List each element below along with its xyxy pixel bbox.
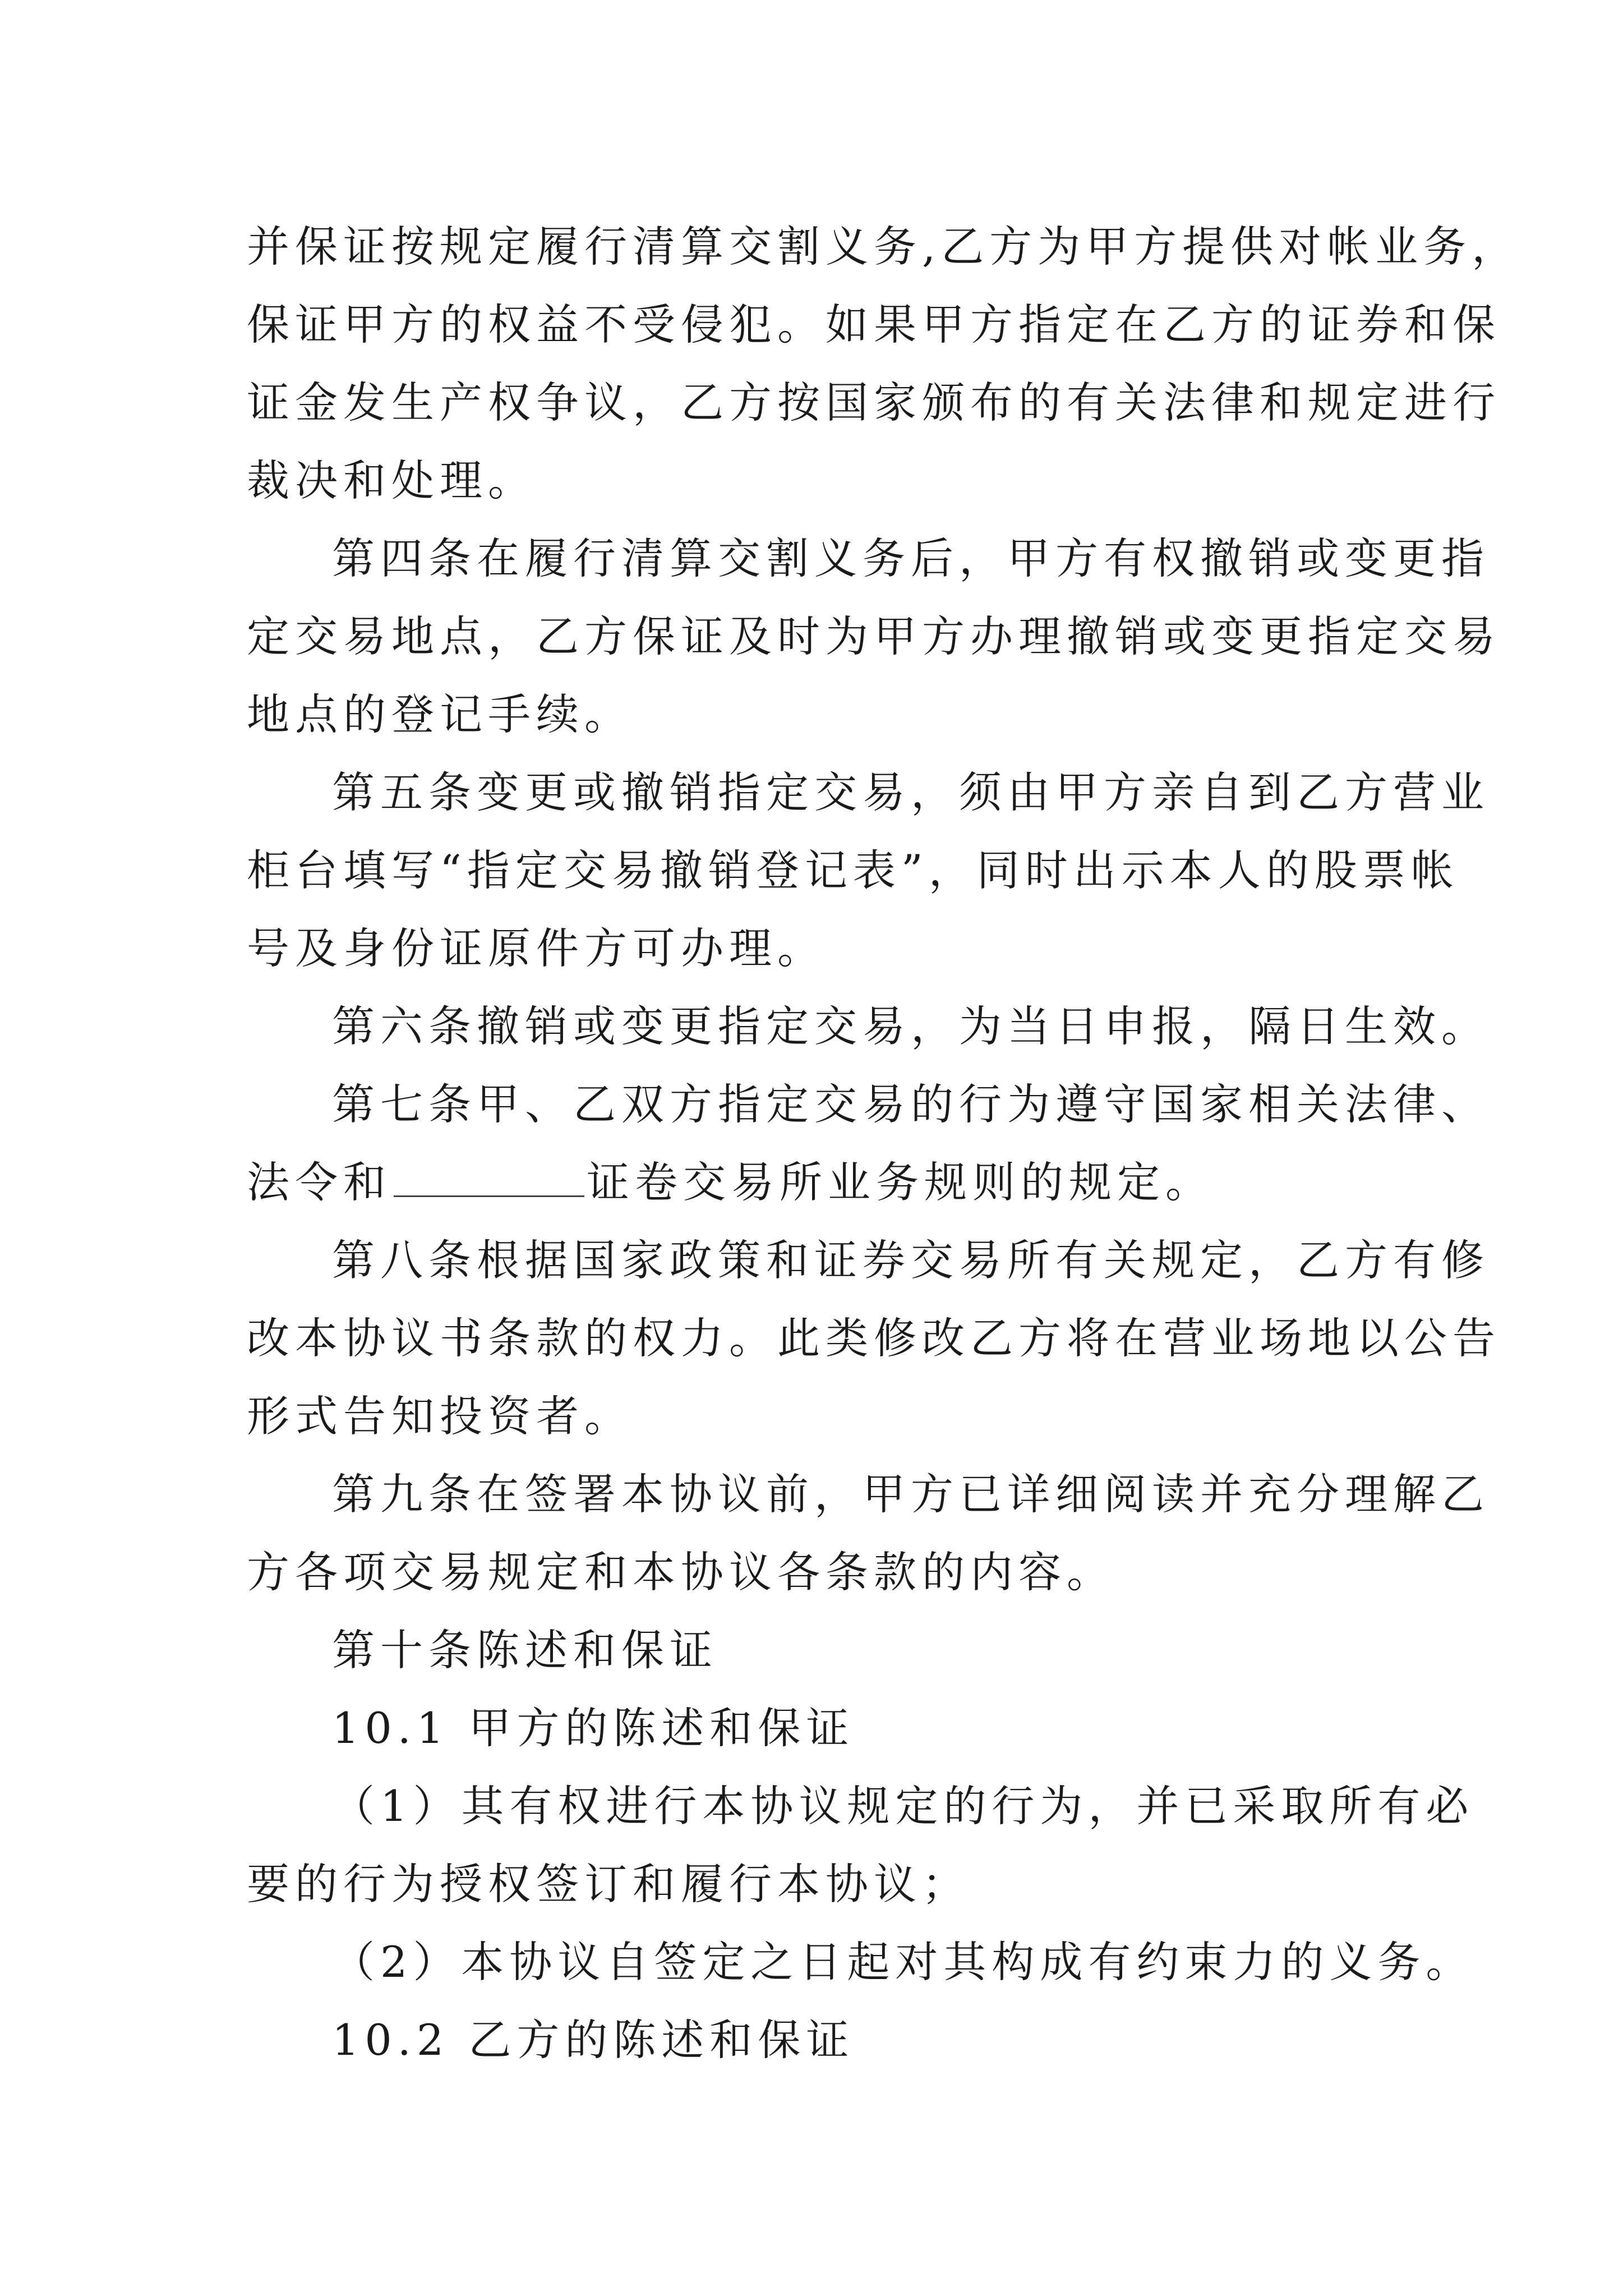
- article-7-start: 第七条甲、乙双方指定交易的行为遵守国家相关法律、: [332, 1079, 1490, 1129]
- article-8-start: 第八条根据国家政策和证券交易所有关规定，乙方有修: [332, 1235, 1490, 1285]
- text-line: 方各项交易规定和本协议各条款的内容。: [247, 1547, 1115, 1597]
- text-line: 地点的登记手续。: [247, 689, 633, 739]
- text-line: 裁决和处理。: [247, 455, 536, 505]
- section-10-2-heading: 10.2 乙方的陈述和保证: [332, 2015, 855, 2065]
- text-line: 并保证按规定履行清算交割义务,乙方为甲方提供对帐业务，: [247, 222, 1520, 272]
- document-body: [247, 208, 1520, 2079]
- text-line: 保证甲方的权益不受侵犯。如果甲方指定在乙方的证券和保: [247, 300, 1501, 349]
- text-line: 号及身份证原件方可办理。: [247, 923, 826, 973]
- text-line: 改本协议书条款的权力。此类修改乙方将在营业场地以公告: [247, 1313, 1501, 1363]
- text-line: 定交易地点，乙方保证及时为甲方办理撤销或变更指定交易: [247, 611, 1501, 661]
- text-line: 形式告知投资者。: [247, 1391, 633, 1441]
- item-2: （2）本协议自签定之日起对其构成有约束力的义务。: [332, 1937, 1474, 1987]
- text-line-with-blank: [247, 1143, 1447, 1221]
- text-after-blank: 证卷交易所业务规则的规定。: [587, 1157, 1214, 1207]
- text-before-blank: 法令和: [247, 1157, 391, 1207]
- text-line: 柜台填写“指定交易撤销登记表”，同时出示本人的股票帐: [247, 845, 1459, 895]
- item-1-start: （1）其有权进行本协议规定的行为，并已采取所有必: [332, 1781, 1474, 1831]
- article-4-start: 第四条在履行清算交割义务后，甲方有权撤销或变更指: [332, 533, 1490, 583]
- text-line: 证金发生产权争议，乙方按国家颁布的有关法律和规定进行: [247, 378, 1501, 427]
- fill-in-blank: [394, 1164, 584, 1197]
- section-10-1-heading: 10.1 甲方的陈述和保证: [332, 1703, 855, 1753]
- article-6: 第六条撤销或变更指定交易，为当日申报，隔日生效。: [332, 1001, 1490, 1051]
- article-5-start: 第五条变更或撤销指定交易，须由甲方亲自到乙方营业: [332, 767, 1490, 817]
- article-9-start: 第九条在签署本协议前，甲方已详细阅读并充分理解乙: [332, 1469, 1490, 1519]
- text-line: 要的行为授权签订和履行本协议；: [247, 1859, 970, 1909]
- article-10-heading: 第十条陈述和保证: [332, 1625, 718, 1675]
